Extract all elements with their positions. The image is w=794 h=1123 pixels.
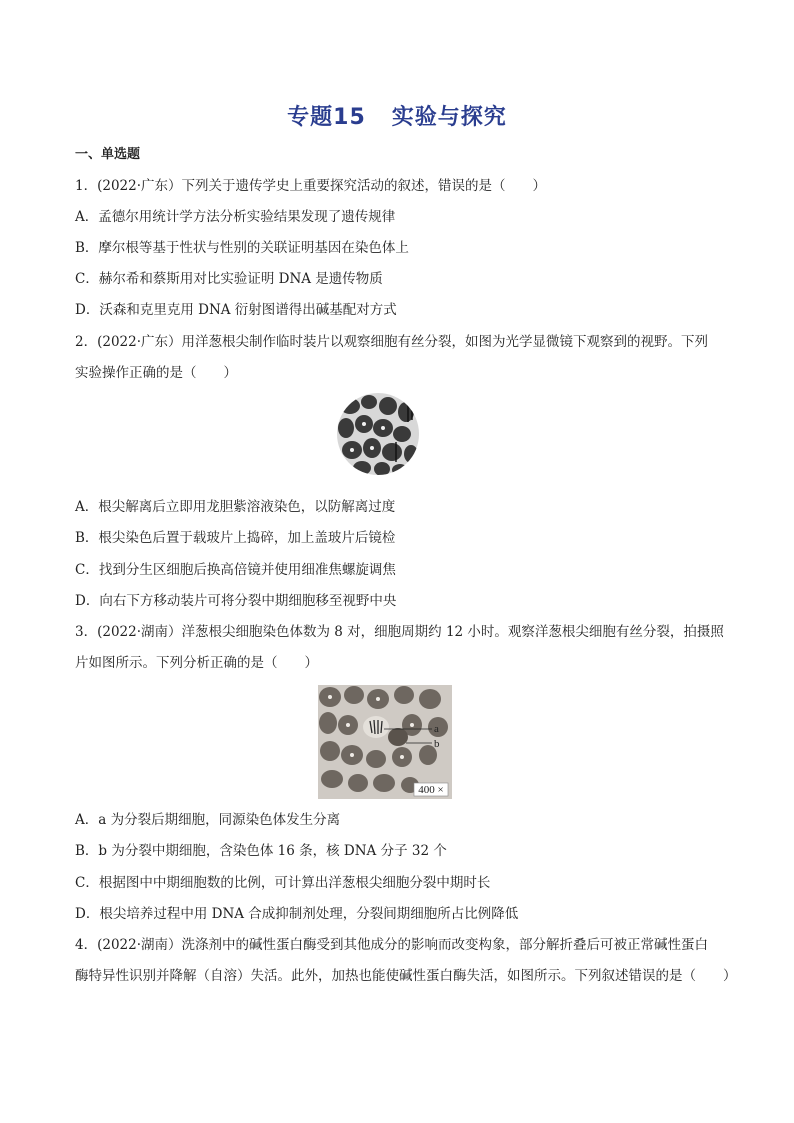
q2-stem-line1: 2．(2022·广东）用洋葱根尖制作临时装片以观察细胞有丝分裂，如图为光学显微镜下观察到的视野。下列 bbox=[75, 334, 709, 350]
q1-option-b: B．摩尔根等基于性状与性别的关联证明基因在染色体上 bbox=[75, 240, 409, 256]
q3-stem-line2: 片如图所示。下列分析正确的是（ ） bbox=[75, 655, 318, 671]
page-title bbox=[0, 100, 794, 131]
q2-microscope-figure bbox=[336, 392, 420, 476]
q3-stem-line1: 3．(2022·湖南）洋葱根尖细胞染色体数为 8 对，细胞周期约 12 小时。观察洋葱根尖细胞有丝分裂，拍摄照 bbox=[75, 624, 724, 640]
q4-stem-line2: 酶特异性识别并降解（自溶）失活。此外，加热也能使碱性蛋白酶失活，如图所示。下列叙述错误的是（ ） bbox=[75, 968, 737, 984]
q3-option-a: A．a 为分裂后期细胞，同源染色体发生分离 bbox=[75, 812, 341, 828]
figure-label-a: a bbox=[434, 723, 439, 735]
title-main: 实验与探究 bbox=[391, 105, 507, 130]
q2-stem-line2: 实验操作正确的是（ ） bbox=[75, 365, 237, 381]
q3-option-b: B．b 为分裂中期细胞，含染色体 16 条，核 DNA 分子 32 个 bbox=[75, 843, 447, 859]
q4-stem-line1: 4．(2022·湖南）洗涤剂中的碱性蛋白酶受到其他成分的影响而改变构象，部分解折叠后可被正常碱性蛋白 bbox=[75, 937, 709, 953]
figure-label-b: b bbox=[434, 738, 440, 750]
q2-option-a: A．根尖解离后立即用龙胆紫溶液染色，以防解离过度 bbox=[75, 499, 396, 515]
q1-stem: 1．(2022·广东）下列关于遗传学史上重要探究活动的叙述，错误的是（ ） bbox=[75, 178, 547, 194]
q1-option-d: D．沃森和克里克用 DNA 衍射图谱得出碱基配对方式 bbox=[75, 302, 397, 318]
q1-option-c: C．赫尔希和蔡斯用对比实验证明 DNA 是遗传物质 bbox=[75, 271, 383, 287]
section-heading: 一、单选题 bbox=[75, 147, 141, 162]
magnification-label: 400 × bbox=[418, 784, 444, 796]
q3-option-d: D．根尖培养过程中用 DNA 合成抑制剂处理，分裂间期细胞所占比例降低 bbox=[75, 906, 519, 922]
title-prefix: 专题15 bbox=[287, 105, 366, 130]
q2-option-d: D．向右下方移动装片可将分裂中期细胞移至视野中央 bbox=[75, 593, 397, 609]
q3-micrograph-figure bbox=[318, 685, 452, 799]
q1-option-a: A．孟德尔用统计学方法分析实验结果发现了遗传规律 bbox=[75, 209, 396, 225]
q3-option-c: C．根据图中中期细胞数的比例，可计算出洋葱根尖细胞分裂中期时长 bbox=[75, 875, 491, 891]
q2-option-b: B．根尖染色后置于载玻片上捣碎，加上盖玻片后镜检 bbox=[75, 530, 396, 546]
q2-option-c: C．找到分生区细胞后换高倍镜并使用细准焦螺旋调焦 bbox=[75, 562, 396, 578]
